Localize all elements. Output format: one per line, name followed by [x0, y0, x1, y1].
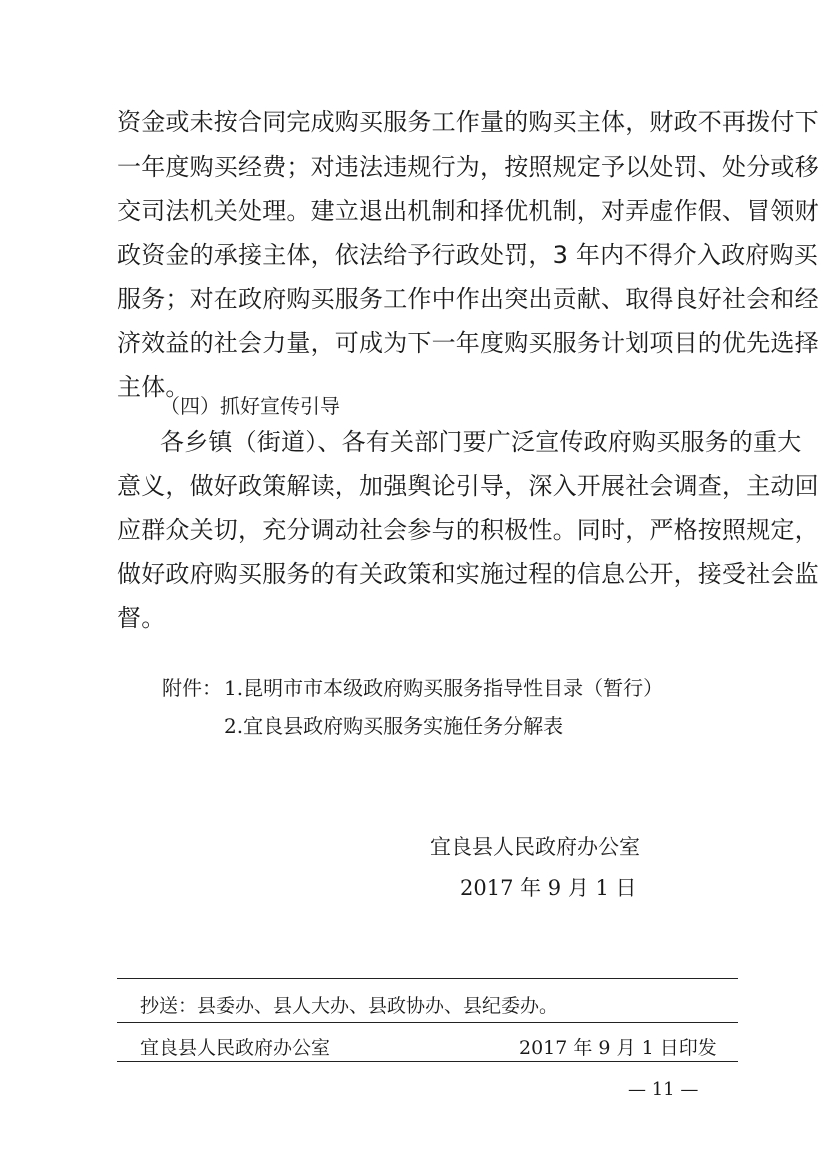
paragraph-line: 一年度购买经费；对违法违规行为，按照规定予以处罚、处分或移 — [117, 153, 819, 181]
paragraph-line: 各乡镇（街道）、各有关部门要广泛宣传政府购买服务的重大 — [160, 428, 802, 456]
paragraph-line: 服务；对在政府购买服务工作中作出突出贡献、取得良好社会和经 — [117, 285, 819, 313]
paragraph-line: 主体。 — [117, 373, 190, 401]
signature-office: 宜良县人民政府办公室 — [430, 835, 640, 859]
footer-issuer: 宜良县人民政府办公室 — [140, 1037, 331, 1059]
paragraph-line: 应群众关切，充分调动社会参与的积极性。同时，严格按照规定， — [117, 516, 819, 544]
attachment-item-2: 2.宜良县政府购买服务实施任务分解表 — [224, 714, 564, 738]
footer-cc: 抄送：县委办、县人大办、县政协办、县纪委办。 — [140, 995, 559, 1017]
paragraph-line: 意义，做好政策解读，加强舆论引导，深入开展社会调查，主动回 — [117, 472, 819, 500]
attachment-item-1: 1.昆明市市本级政府购买服务指导性目录（暂行） — [224, 676, 664, 700]
signature-date: 2017 年 9 月 1 日 — [460, 876, 637, 900]
paragraph-line: 督。 — [117, 604, 166, 632]
footer-issue-date: 2017 年 9 月 1 日印发 — [519, 1037, 717, 1059]
attachments-label: 附件： — [162, 676, 222, 700]
paragraph-line: 交司法机关处理。建立退出机制和择优机制，对弄虚作假、冒领财 — [117, 197, 819, 225]
page-number: — 11 — — [628, 1079, 699, 1100]
footer-middle-rule — [117, 1022, 738, 1023]
footer-top-rule — [117, 978, 738, 979]
section-heading: （四）抓好宣传引导 — [160, 394, 340, 418]
paragraph-line: 做好政府购买服务的有关政策和实施过程的信息公开，接受社会监 — [117, 560, 819, 588]
paragraph-line: 济效益的社会力量，可成为下一年度购买服务计划项目的优先选择 — [117, 329, 819, 357]
footer-bottom-rule — [117, 1061, 738, 1062]
paragraph-line: 资金或未按合同完成购买服务工作量的购买主体，财政不再拨付下 — [117, 108, 819, 136]
paragraph-line: 政资金的承接主体，依法给予行政处罚，3 年内不得介入政府购买 — [117, 241, 818, 269]
